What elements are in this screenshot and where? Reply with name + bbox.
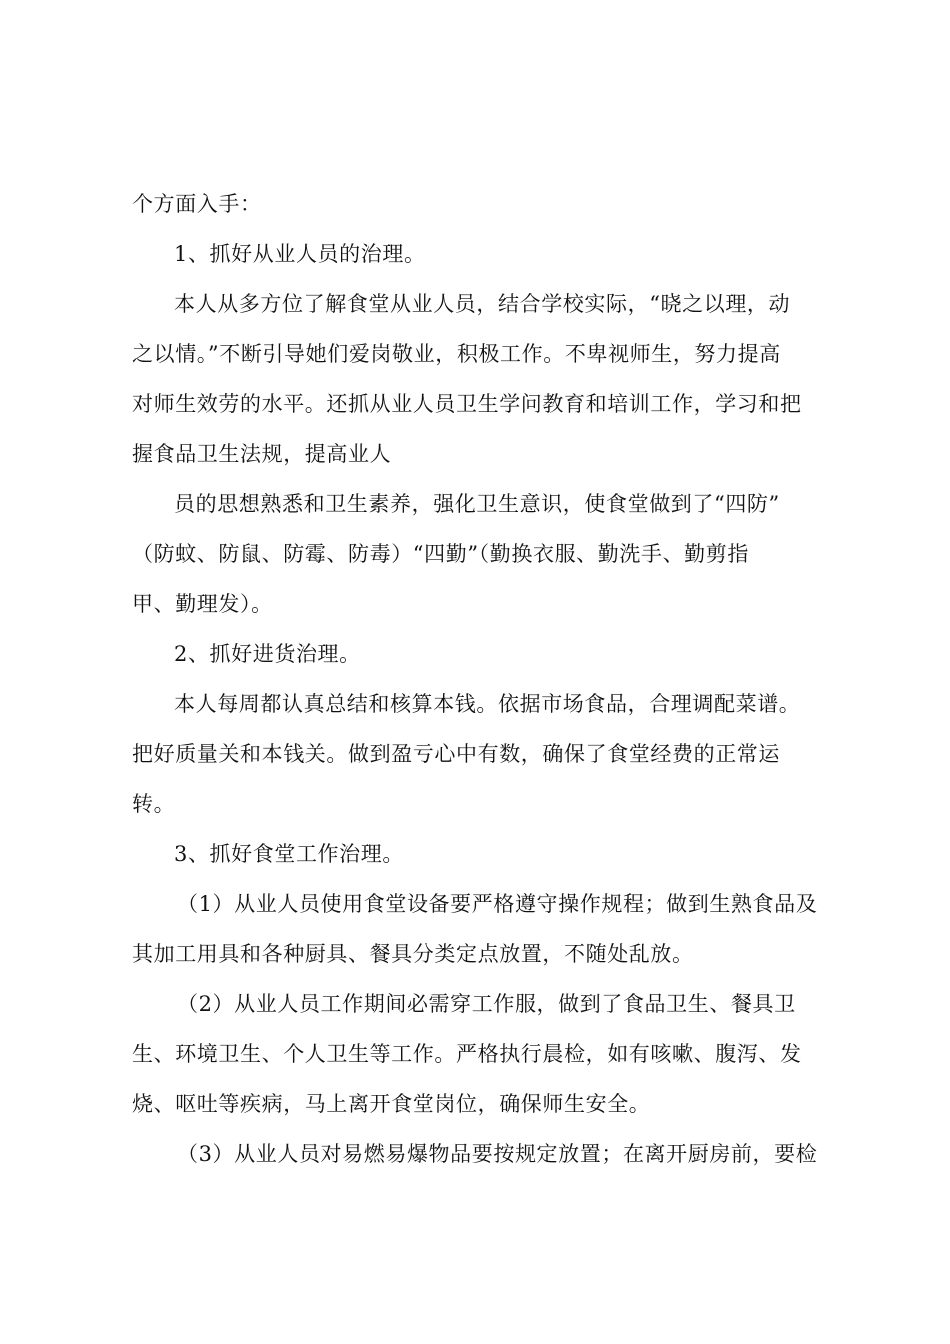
text-line: 员的思想熟悉和卫生素养，强化卫生意识，使食堂做到了“四防” — [174, 492, 780, 516]
text-line: （3）从业人员对易燃易爆物品要按规定放置；在离开厨房前，要检 — [177, 1142, 818, 1166]
text-line: （防蚊、防鼠、防霉、防毒）“四勤”（勤换衣服、勤洗手、勤剪指 — [132, 542, 749, 566]
text-line: 生、环境卫生、个人卫生等工作。严格执行晨检，如有咳嗽、腹泻、发 — [132, 1042, 802, 1066]
text-line: 对师生效劳的水平。还抓从业人员卫生学问教育和培训工作，学习和把 — [132, 392, 802, 416]
text-line: （2）从业人员工作期间必需穿工作服，做到了食品卫生、餐具卫 — [177, 992, 796, 1016]
text-line: 其加工用具和各种厨具、餐具分类定点放置，不随处乱放。 — [132, 942, 694, 966]
text-line: 转。 — [132, 792, 176, 816]
text-line: 甲、勤理发）。 — [132, 592, 273, 616]
text-line: 个方面入手： — [132, 192, 262, 216]
section-heading: 2、抓好进货治理。 — [174, 642, 361, 666]
text-line: 烧、呕吐等疾病，马上离开食堂岗位，确保师生安全。 — [132, 1092, 651, 1116]
text-line: 之以情。”不断引导她们爱岗敬业，积极工作。不卑视师生，努力提高 — [132, 342, 781, 366]
section-heading: 1、抓好从业人员的治理。 — [174, 242, 426, 266]
text-line: 把好质量关和本钱关。做到盈亏心中有数，确保了食堂经费的正常运 — [132, 742, 780, 766]
text-line: 本人每周都认真总结和核算本钱。依据市场食品，合理调配菜谱。 — [174, 692, 801, 716]
text-line: 握食品卫生法规，提高业人 — [132, 442, 392, 466]
section-heading: 3、抓好食堂工作治理。 — [174, 842, 404, 866]
text-line: （1）从业人员使用食堂设备要严格遵守操作规程；做到生熟食品及 — [177, 892, 818, 916]
text-line: 本人从多方位了解食堂从业人员，结合学校实际，“晓之以理，动 — [174, 292, 791, 316]
